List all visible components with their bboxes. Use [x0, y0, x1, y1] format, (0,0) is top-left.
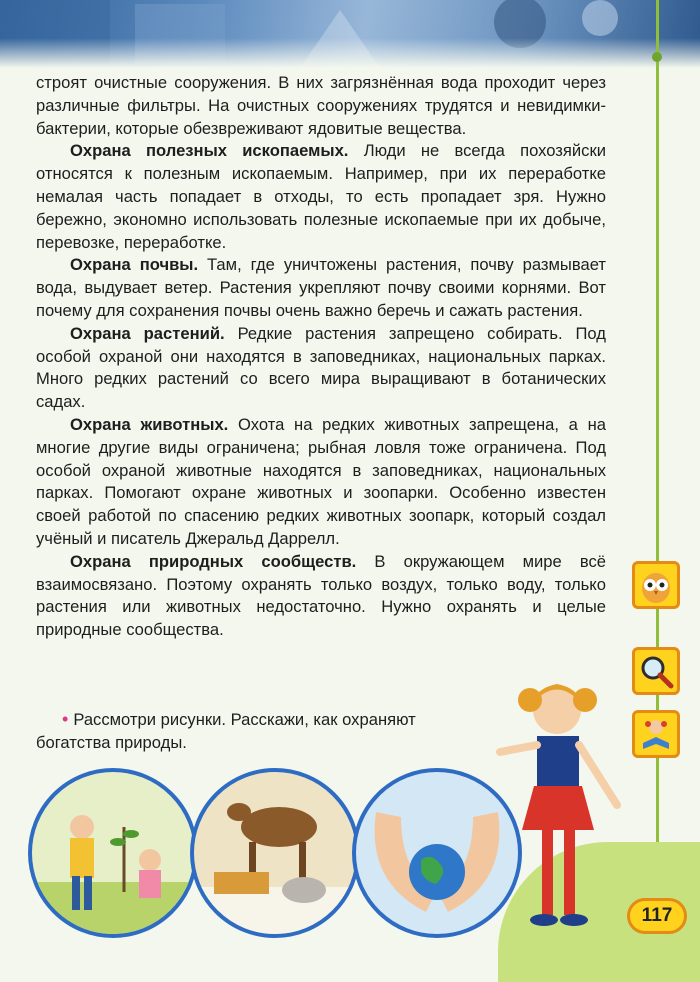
task-line-1: Рассмотри рисунки. Расскажи, как охраняют — [73, 710, 416, 729]
main-text — [36, 72, 606, 642]
heading-minerals: Охрана полезных ископаемых. — [70, 141, 349, 161]
paragraph-water: строят очистные сооружения. В них загрязнённая вода проходит через различные фильтры. На очистных сооружениях трудятся и невидимки-бактерии, которые обезвреживают ядовитые вещества. — [36, 73, 606, 138]
margin-marker — [652, 52, 662, 62]
margin-line — [656, 0, 659, 949]
girl-illustration — [482, 670, 642, 940]
feeding-animals-illustration — [190, 768, 360, 938]
owl-icon — [632, 561, 680, 609]
paragraph-animals: Охрана животных. Охота на редких животных запрещена, а на многие другие виды ограничена; рыбная ловля тоже ограничена. Под особой охраной животные находятся в заповедниках, национальных парках. Помогают охране животных и зоопарки. Особенно известен своей работой по спасению редких животных зоопарк, который создал учёный и писатель Джеральд Даррелл. — [36, 414, 606, 548]
paragraph-plants: Охрана растений. Редкие растения запрещено собирать. Под особой охраной они находятся в заповедниках, национальных парках. Много редких растений со всего мира выращивают в ботанических садах. — [36, 323, 606, 412]
page-number: 117 — [627, 898, 687, 934]
heading-soil: Охрана почвы. — [70, 255, 199, 275]
top-banner-illustration — [0, 0, 700, 68]
paragraph-communities: Охрана природных сообществ. В окружающем мире всё взаимосвязано. Поэтому охранять только воздух, только воду, только растения или животных недостаточно. Нужно охранять и целые природные сообщества. — [36, 551, 606, 640]
planting-tree-illustration — [28, 768, 198, 938]
task-text — [36, 708, 532, 755]
paragraph-minerals: Охрана полезных ископаемых. Люди не всегда похозяйски относятся к полезным ископаемым. Например, при их переработке немалая часть попадает в отходы, то есть пропадает зря. Нужно бережно, экономно использовать полезные ископаемые при их добыче, перевозке, переработке. — [36, 141, 606, 252]
task-line-2: богатства природы. — [36, 732, 187, 752]
heading-communities: Охрана природных сообществ. — [70, 551, 357, 571]
heading-plants: Охрана растений. — [70, 323, 225, 343]
paragraph-soil: Охрана почвы. Там, где уничтожены растения, почву размывает вода, выдувает ветер. Растения укрепляют почву своими корнями. Вот почему для сохранения почвы очень важно беречь и сажать растения. — [36, 255, 606, 320]
bullet-icon: • — [62, 709, 69, 729]
heading-animals: Охрана животных. — [70, 414, 229, 434]
